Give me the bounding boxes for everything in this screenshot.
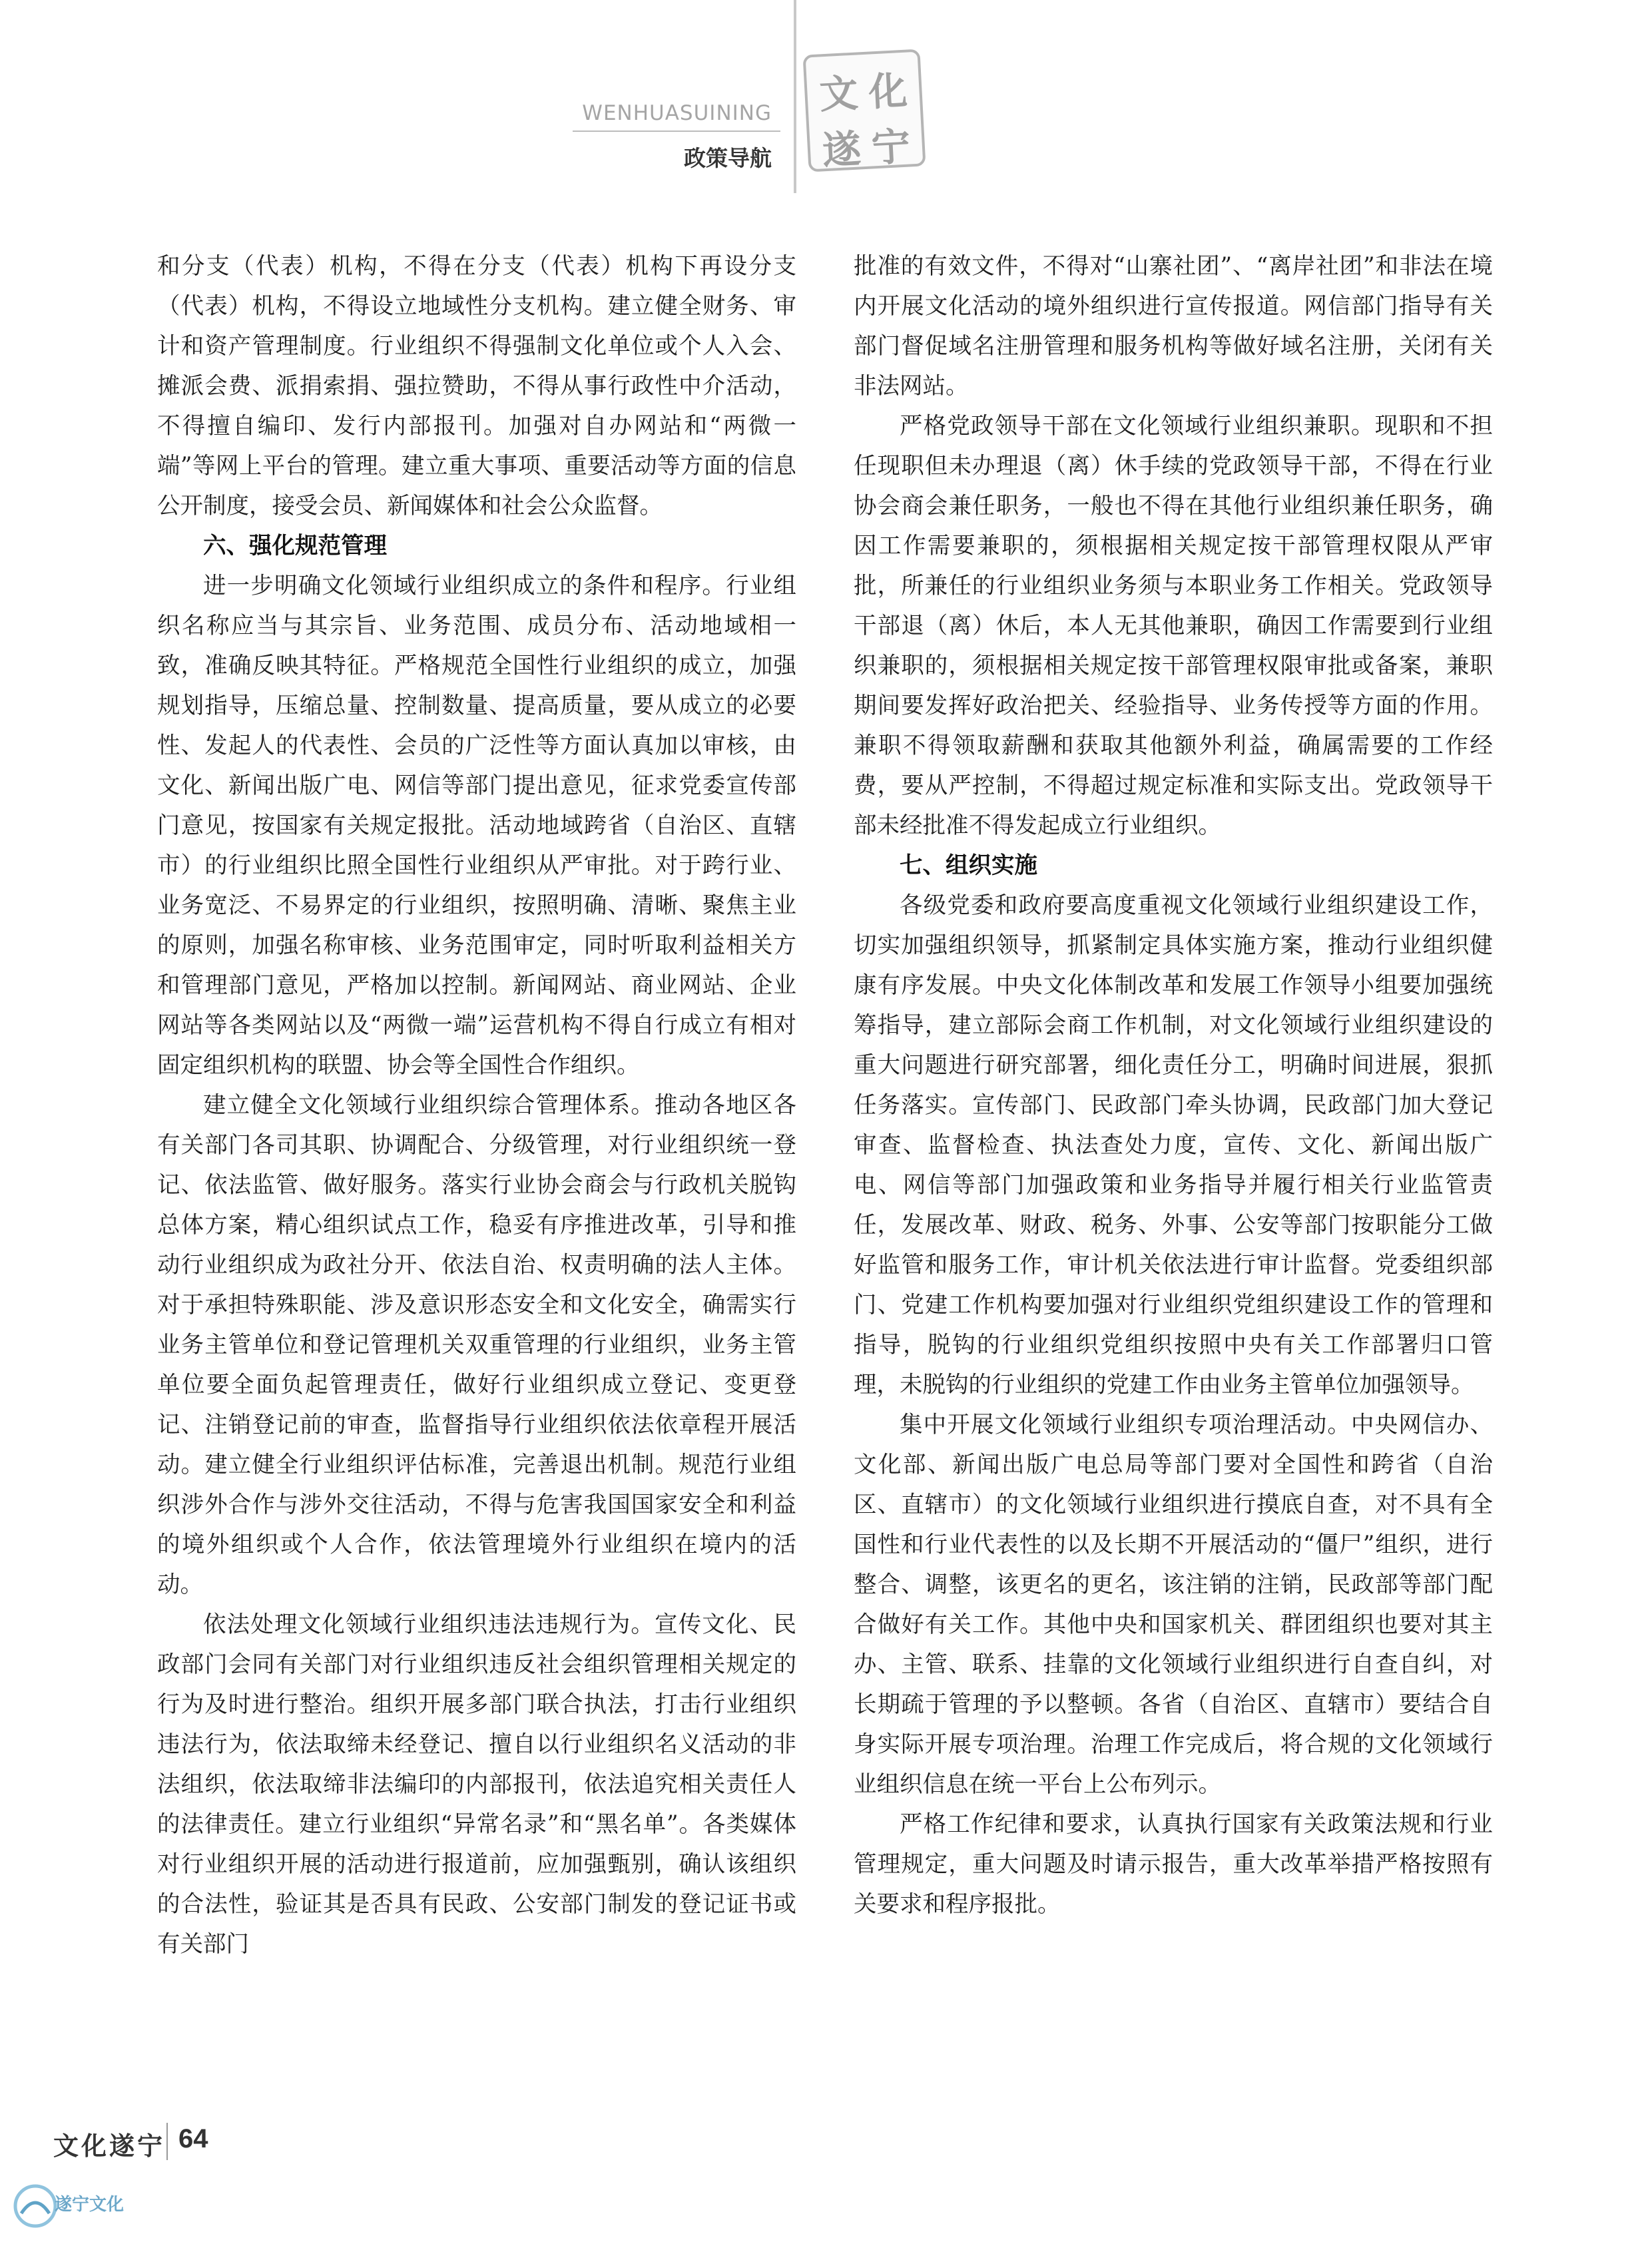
footer-divider <box>166 2123 168 2160</box>
header-site-name: WENHUASUINING <box>582 101 772 125</box>
section-heading: 六、强化规范管理 <box>203 533 387 559</box>
body-paragraph: 批准的有效文件，不得对“山寨社团”、“离岸社团”和非法在境内开展文化活动的境外组织进行宣传报道。网信部门指导有关部门督促域名注册管理和服务机构等做好域名注册，关闭有关非法网站。 <box>854 253 1493 400</box>
logo-char: 遂 <box>821 126 862 174</box>
watermark-text: 遂宁文化 <box>55 2195 125 2215</box>
section-heading: 七、组织实施 <box>900 852 1037 879</box>
body-paragraph: 严格工作纪律和要求，认真执行国家有关政策法规和行业管理规定，重大问题及时请示报告，重大改革举措严格按照有关要求和程序报批。 <box>854 1811 1493 1918</box>
body-paragraph: 集中开展文化领域行业组织专项治理活动。中央网信办、文化部、新闻出版广电总局等部门要对全国性和跨省（自治区、直辖市）的文化领域行业组织进行摸底自查，对不具有全国性和行业代表性的以及长期不开展活动的“僵尸”组织，进行整合、调整，该更名的更名，该注销的注销，民政部等部门配合做好有关工作。其他中央和国家机关、群团组织也要对其主办、主管、联系、挂靠的文化领域行业组织进行自查自纠，对长期疏于管理的予以整顿。各省（自治区、直辖市）要结合自身实际开展专项治理。治理工作完成后，将合规的文化领域行业组织信息在统一平台上公布列示。 <box>854 1412 1493 1798</box>
logo-char: 宁 <box>870 123 912 171</box>
body-paragraph: 依法处理文化领域行业组织违法违规行为。宣传文化、民政部门会同有关部门对行业组织违反社会组织管理相关规定的行为及时进行整治。组织开展多部门联合执法，打击行业组织违法行为，依法取缔未经登记、擅自以行业组织名义活动的非法组织，依法取缔非法编印的内部报刊，依法追究相关责任人的法律责任。建立行业组织“异常名录”和“黑名单”。各类媒体对行业组织开展的活动进行报道前，应加强甄别，确认该组织的合法性，验证其是否具有民政、公安部门制发的登记证书或有关部门 <box>157 1611 796 1958</box>
body-paragraph: 建立健全文化领域行业组织综合管理体系。推动各地区各有关部门各司其职、协调配合、分级管理，对行业组织统一登记、依法监管、做好服务。落实行业协会商会与行政机关脱钩总体方案，精心组织试点工作，稳妥有序推进改革，引导和推动行业组织成为政社分开、依法自治、权责明确的法人主体。对于承担特殊职能、涉及意识形态安全和文化安全，确需实行业务主管单位和登记管理机关双重管理的行业组织，业务主管单位要全面负起管理责任，做好行业组织成立登记、变更登记、注销登记前的审查，监督指导行业组织依法依章程开展活动。建立健全行业组织评估标准，完善退出机制。规范行业组织涉外合作与涉外交往活动，不得与危害我国国家安全和利益的境外组织或个人合作，依法管理境外行业组织在境内的活动。 <box>157 1092 796 1598</box>
logo-char: 化 <box>867 67 909 115</box>
right-text-column <box>854 246 1493 1924</box>
page-number: 64 <box>178 2124 208 2153</box>
body-paragraph: 严格党政领导干部在文化领域行业组织兼职。现职和不担任现职但未办理退（离）休手续的党政领导干部，不得在行业协会商会兼任职务，一般也不得在其他行业组织兼任职务，确因工作需要兼职的，须根据相关规定按干部管理权限从严审批，所兼任的行业组织业务须与本职业务工作相关。党政领导干部退（离）休后，本人无其他兼职，确因工作需要到行业组织兼职的，须根据相关规定按干部管理权限审批或备案，兼职期间要发挥好政治把关、经验指导、业务传授等方面的作用。兼职不得领取薪酬和获取其他额外利益，确属需要的工作经费，要从严控制，不得超过规定标准和实际支出。党政领导干部未经批准不得发起成立行业组织。 <box>854 413 1493 839</box>
left-text-column <box>157 246 796 1964</box>
footer-magazine-name: 文化遂宁 <box>53 2131 166 2161</box>
body-paragraph: 各级党委和政府要高度重视文化领域行业组织建设工作，切实加强组织领导，抓紧制定具体实施方案，推动行业组织健康有序发展。中央文化体制改革和发展工作领导小组要加强统筹指导，建立部际会商工作机制，对文化领域行业组织建设的重大问题进行研究部署，细化责任分工，明确时间进展，狠抓任务落实。宣传部门、民政部门牵头协调，民政部门加大登记审查、监督检查、执法查处力度，宣传、文化、新闻出版广电、网信等部门加强政策和业务指导并履行相关行业监管责任，发展改革、财政、税务、外事、公安等部门按职能分工做好监管和服务工作，审计机关依法进行审计监督。党委组织部门、党建工作机构要加强对行业组织党组织建设工作的管理和指导，脱钩的行业组织党组织按照中央有关工作部署归口管理，未脱钩的行业组织的党建工作由业务主管单位加强领导。 <box>854 892 1493 1398</box>
logo-char: 文 <box>818 70 860 118</box>
header-divider-vertical <box>794 0 796 193</box>
body-paragraph: 和分支（代表）机构，不得在分支（代表）机构下再设分支（代表）机构，不得设立地域性分支机构。建立健全财务、审计和资产管理制度。行业组织不得强制文化单位或个人入会、摊派会费、派捐索捐、强拉赞助，不得从事行政性中介活动，不得擅自编印、发行内部报刊。加强对自办网站和“两微一端”等网上平台的管理。建立重大事项、重要活动等方面的信息公开制度，接受会员、新闻媒体和社会公众监督。 <box>157 253 796 519</box>
body-paragraph: 进一步明确文化领域行业组织成立的条件和程序。行业组织名称应当与其宗旨、业务范围、成员分布、活动地域相一致，准确反映其特征。严格规范全国性行业组织的成立，加强规划指导，压缩总量、控制数量、提高质量，要从成立的必要性、发起人的代表性、会员的广泛性等方面认真加以审核，由文化、新闻出版广电、网信等部门提出意见，征求党委宣传部门意见，按国家有关规定报批。活动地域跨省（自治区、直辖市）的行业组织比照全国性行业组织从严审批。对于跨行业、业务宽泛、不易界定的行业组织，按照明确、清晰、聚焦主业的原则，加强名称审核、业务范围审定，同时听取利益相关方和管理部门意见，严格加以控制。新闻网站、商业网站、企业网站等各类网站以及“两微一端”运营机构不得自行成立有相对固定组织机构的联盟、协会等全国性合作组织。 <box>157 573 796 1079</box>
header-divider <box>573 131 780 132</box>
section-title: 政策导航 <box>684 145 772 171</box>
magazine-seal-logo <box>803 49 926 172</box>
